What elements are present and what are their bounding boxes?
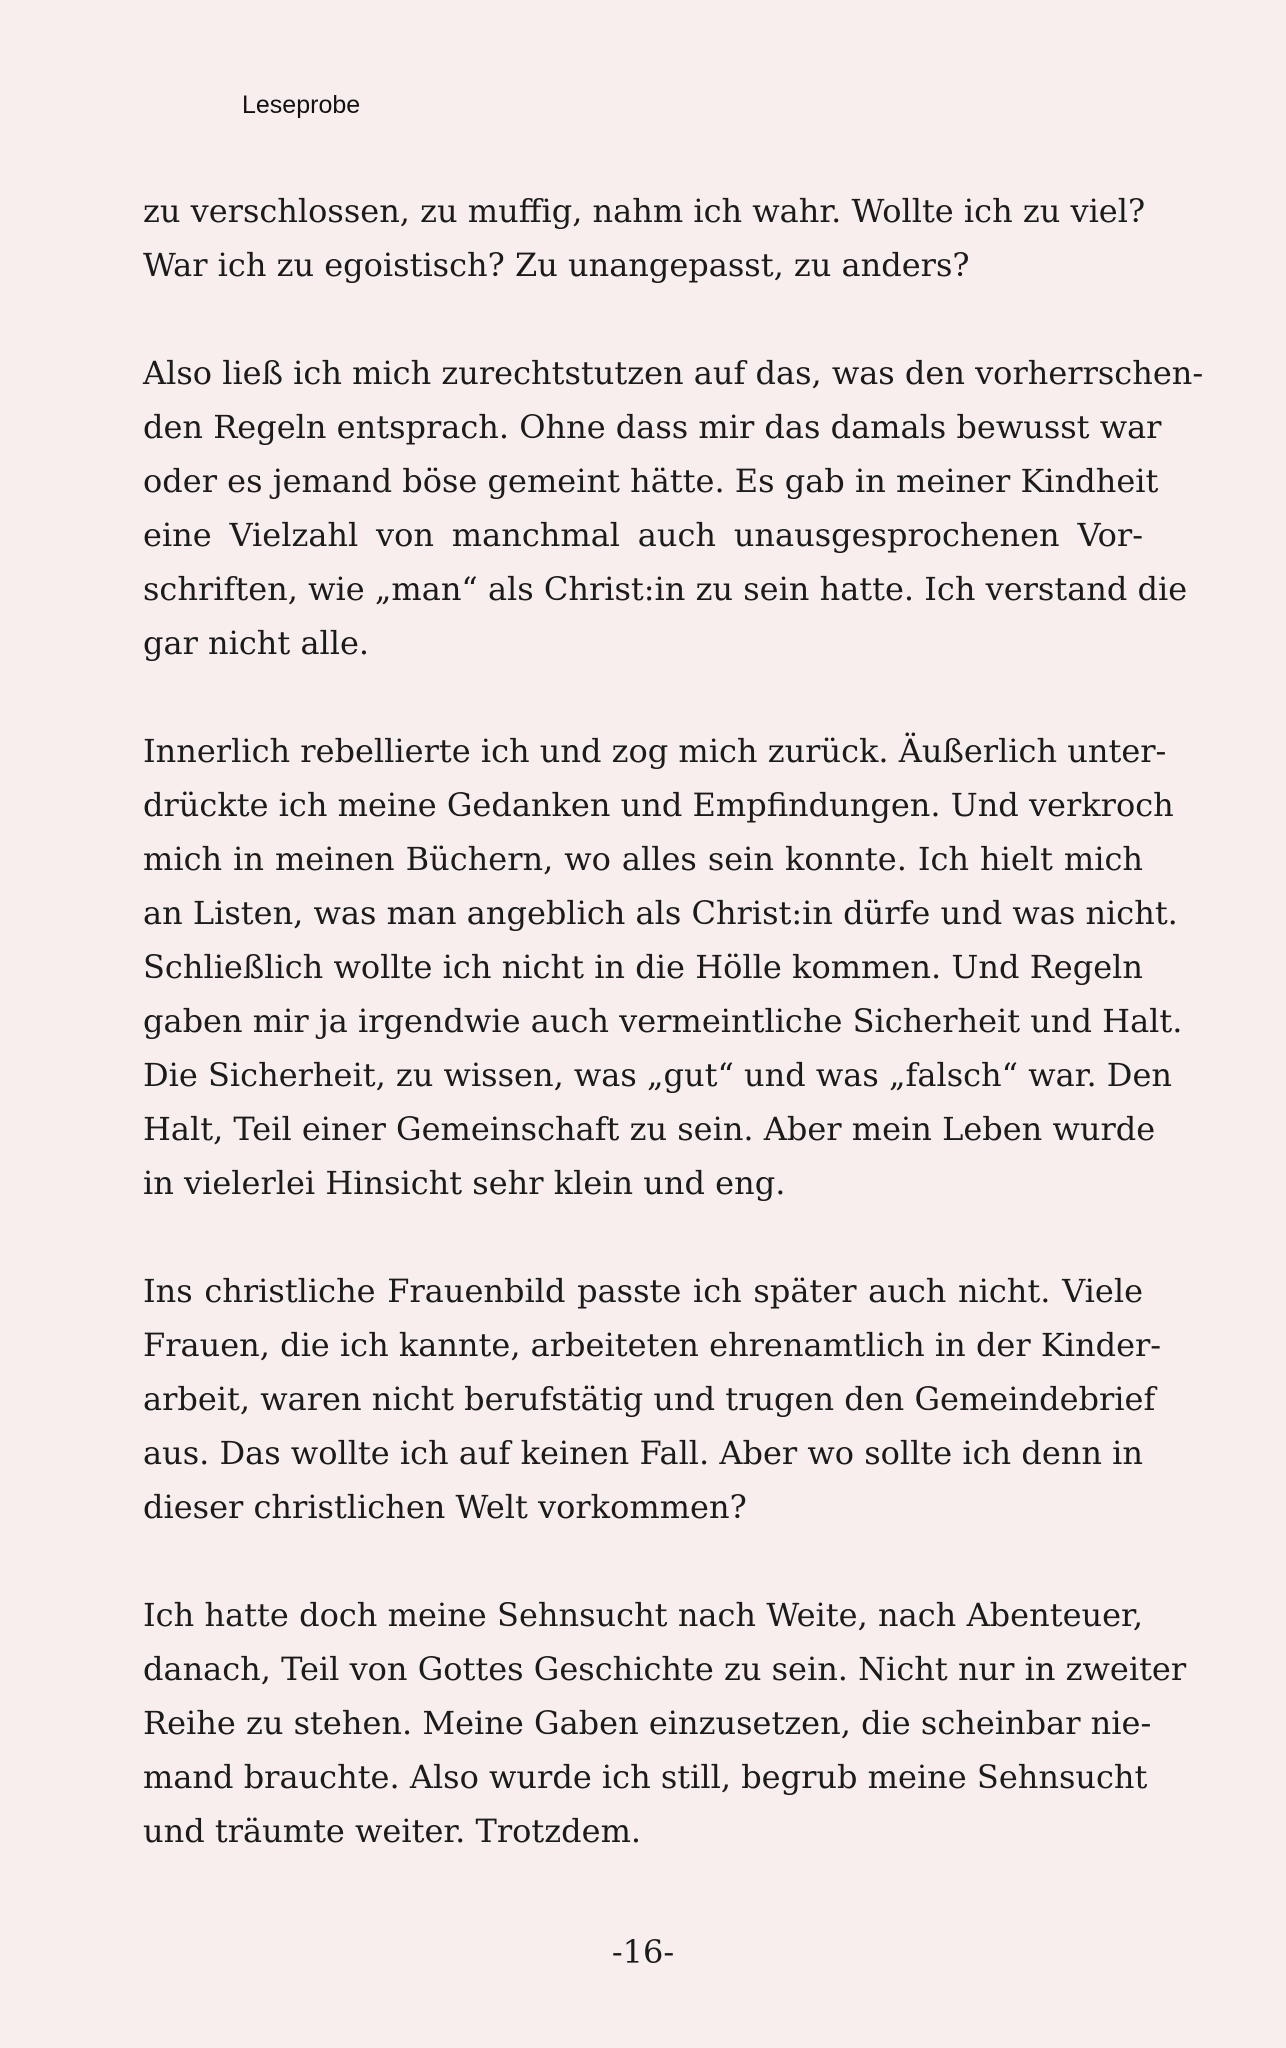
text-line: Halt, Teil einer Gemeinschaft zu sein. Aber mein Leben wurde — [143, 1110, 1156, 1148]
paragraph-2 — [143, 346, 1204, 670]
text-line: Frauen, die ich kannte, arbeiteten ehrenamtlich in der Kinder- — [143, 1326, 1162, 1364]
text-line: gaben mir ja irgendwie auch vermeintliche Sicherheit und Halt. — [143, 1002, 1183, 1040]
text-line: mich in meinen Büchern, wo alles sein konnte. Ich hielt mich — [143, 840, 1143, 878]
text-line: Schließlich wollte ich nicht in die Hölle kommen. Und Regeln — [143, 948, 1143, 986]
text-line: aus. Das wollte ich auf keinen Fall. Aber wo sollte ich denn in — [143, 1434, 1143, 1472]
text-line: arbeit, waren nicht berufstätig und trugen den Gemeindebrief — [143, 1380, 1156, 1418]
text-line: schriften, wie „man“ als Christ:in zu sein hatte. Ich verstand die — [143, 570, 1188, 608]
text-line: den Regeln entsprach. Ohne dass mir das damals bewusst war — [143, 408, 1162, 446]
text-line: und träumte weiter. Trotzdem. — [143, 1812, 642, 1850]
text-line: Ich hatte doch meine Sehnsucht nach Weite, nach Abenteuer, — [143, 1596, 1143, 1634]
text-line: War ich zu egoistisch? Zu unangepasst, zu anders? — [143, 246, 970, 284]
paragraph-5 — [143, 1588, 1187, 1858]
text-line: mand brauchte. Also wurde ich still, begrub meine Sehnsucht — [143, 1758, 1148, 1796]
text-line: drückte ich meine Gedanken und Empfindungen. Und verkroch — [143, 786, 1174, 824]
text-line: oder es jemand böse gemeint hätte. Es gab in meiner Kindheit — [143, 462, 1159, 500]
text-line: zu verschlossen, zu muffig, nahm ich wahr. Wollte ich zu viel? — [143, 192, 1146, 230]
paragraph-1 — [143, 184, 1146, 292]
header-label: Leseprobe — [242, 91, 361, 119]
text-line: an Listen, was man angeblich als Christ:in dürfe und was nicht. — [143, 894, 1178, 932]
page-number: -16- — [611, 1933, 675, 1971]
text-line: Ins christliche Frauenbild passte ich später auch nicht. Viele — [143, 1272, 1143, 1310]
text-line: dieser christlichen Welt vorkommen? — [143, 1488, 747, 1526]
text-line: danach, Teil von Gottes Geschichte zu sein. Nicht nur in zweiter — [143, 1650, 1187, 1688]
text-line: eine Vielzahl von manchmal auch unausgesprochenen Vor- — [143, 516, 1143, 554]
paragraph-3 — [143, 724, 1183, 1210]
paragraph-4 — [143, 1264, 1162, 1534]
text-line: Also ließ ich mich zurechtstutzen auf das, was den vorherrschen- — [143, 354, 1204, 392]
text-line: Reihe zu stehen. Meine Gaben einzusetzen, die scheinbar nie- — [143, 1704, 1152, 1742]
text-line: Die Sicherheit, zu wissen, was „gut“ und was „falsch“ war. Den — [143, 1056, 1172, 1094]
text-line: in vielerlei Hinsicht sehr klein und eng. — [143, 1164, 786, 1202]
text-line: gar nicht alle. — [143, 624, 370, 662]
text-line: Innerlich rebellierte ich und zog mich zurück. Äußerlich unter- — [143, 732, 1167, 770]
body-text — [143, 184, 1204, 1858]
